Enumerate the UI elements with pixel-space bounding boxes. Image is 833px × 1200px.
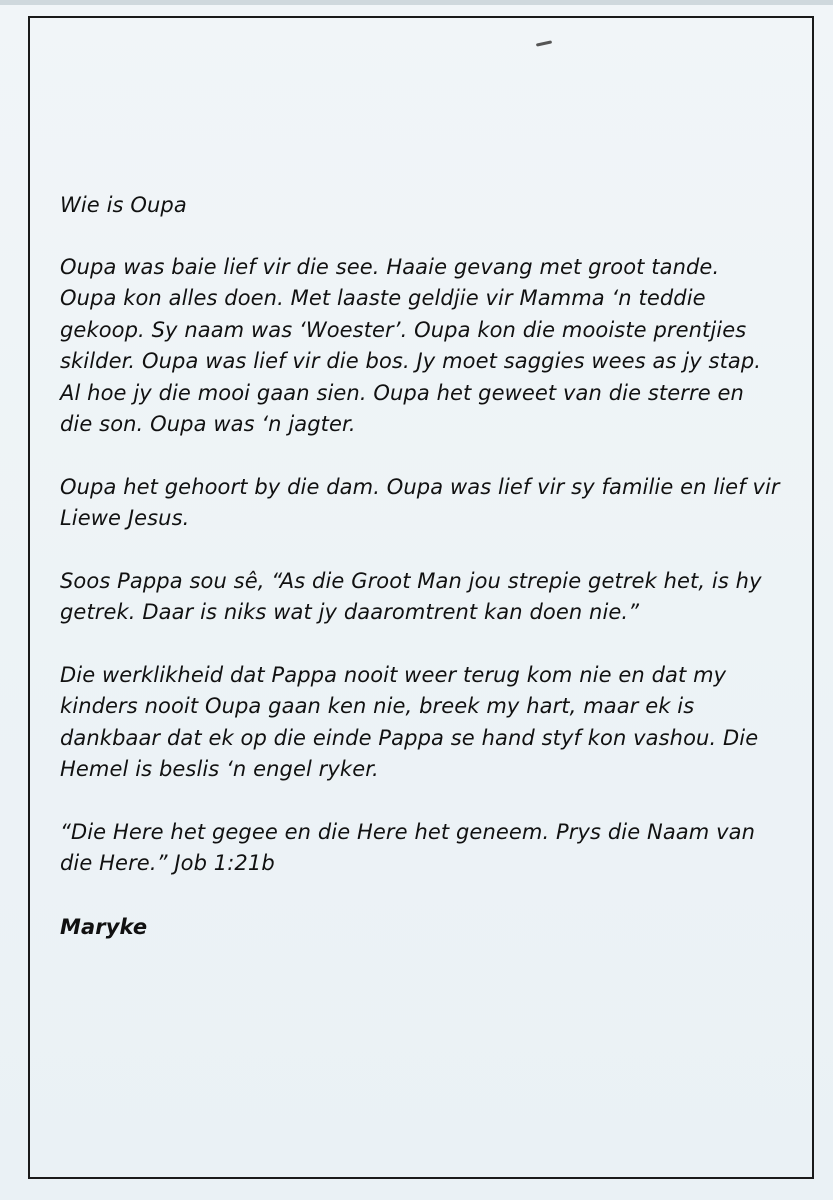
letter-heading: Wie is Oupa xyxy=(60,193,187,217)
letter-body xyxy=(60,190,780,943)
paragraph-4: Die werklikheid dat Pappa nooit weer terug kom nie en dat my kinders nooit Oupa gaan ken nie, breek my hart, maar ek is dankbaar dat ek op die einde Pappa se hand styf kon vashou. Die Hemel is beslis ‘n engel ryker. xyxy=(60,662,759,781)
paragraph-1: Oupa was baie lief vir die see. Haaie gevang met groot tande. Oupa kon alles doen. Met laaste geldjie vir Mamma ‘n teddie gekoop. Sy naam was ‘Woester’. Oupa kon die mooiste prentjies skilder. Oupa was lief vir die bos. Jy moet saggies wees as jy stap. Al hoe jy die mooi gaan sien. Oupa het geweet van die sterre en die son. Oupa was ‘n jagter. xyxy=(60,254,762,436)
bible-quote: “Die Here het gegee en die Here het geneem. Prys die Naam van die Here.” Job 1:21b xyxy=(60,819,755,875)
signature: Maryke xyxy=(60,914,148,939)
page-top-edge xyxy=(0,0,833,5)
paragraph-3: Soos Pappa sou sê, “As die Groot Man jou strepie getrek het, is hy getrek. Daar is niks wat jy daaromtrent kan doen nie.” xyxy=(60,568,762,624)
paragraph-2: Oupa het gehoort by die dam. Oupa was lief vir sy familie en lief vir Liewe Jesus. xyxy=(60,474,780,530)
